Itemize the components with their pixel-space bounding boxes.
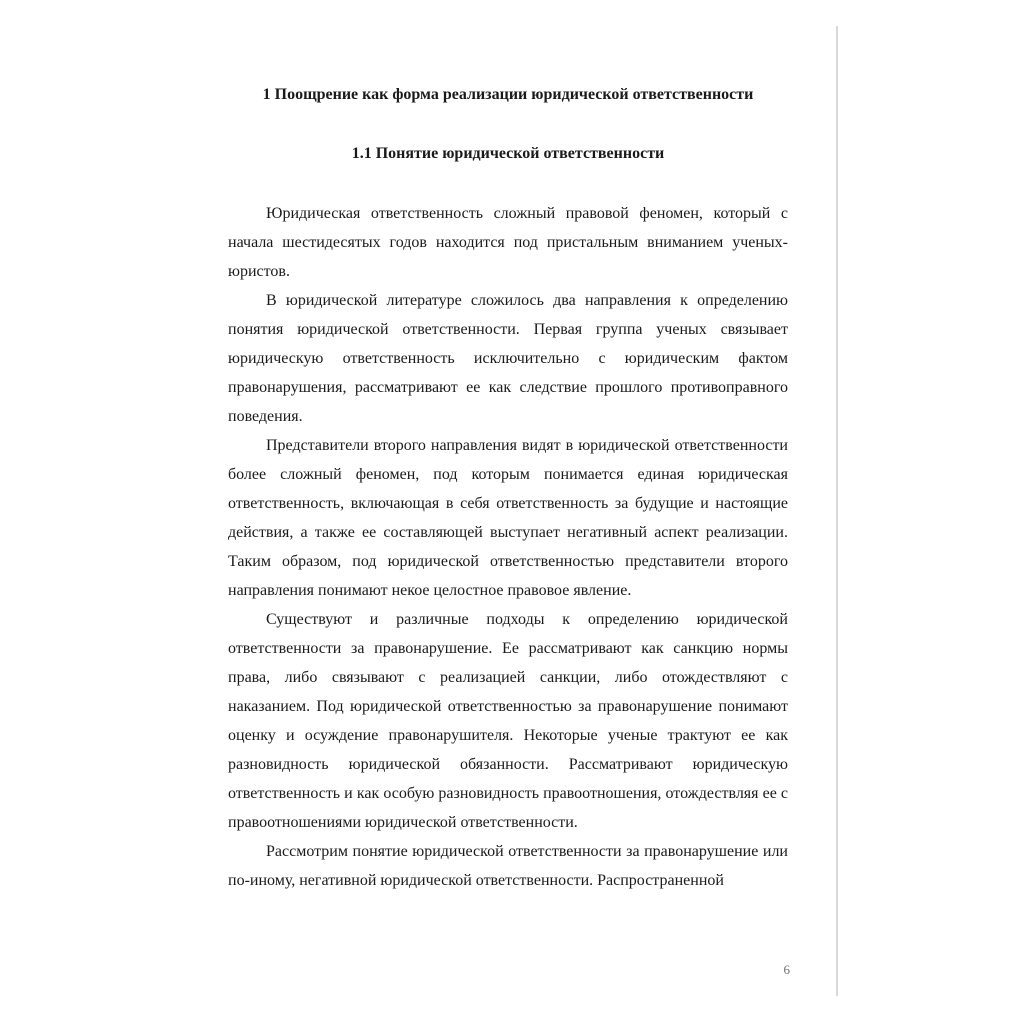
chapter-title: 1 Поощрение как форма реализации юридической ответственности	[262, 86, 754, 103]
paragraph-2: В юридической литературе сложилось два направления к определению понятия юридической ответственности. Первая группа ученых связывает юридическую ответственность исключительно с юридическим фактом правонарушения, рассматривают ее как следствие прошлого противоправного поведения.	[228, 292, 788, 425]
paragraph-5: Рассмотрим понятие юридической ответственности за правонарушение или по-иному, негативной юридической ответственности. Распространенной	[228, 843, 788, 889]
page-edge-divider	[836, 26, 838, 996]
paragraph-1: Юридическая ответственность сложный правовой феномен, который с начала шестидесятых годов находится под пристальным вниманием ученых-юристов.	[228, 205, 788, 280]
page-number: 6	[783, 962, 790, 977]
paragraph-3: Представители второго направления видят в юридической ответственности более сложный феномен, под которым понимается единая юридическая ответственность, включающая в себя ответственность за будущие и настоящие действия, а также ее составляющей выступает негативный аспект реализации. Таким образом, под юридической ответственностью представители второго направления понимают некое целостное правовое явление.	[228, 437, 788, 599]
paragraph-4: Существуют и различные подходы к определению юридической ответственности за правонарушение. Ее рассматривают как санкцию нормы права, либо связывают с реализацией санкции, либо отождествляют с наказанием. Под юридической ответственностью за правонарушение понимают оценку и осуждение правонарушителя. Некоторые ученые трактуют ее как разновидность юридической обязанности. Рассматривают юридическую ответственность и как особую разновидность правоотношения, отождествляя ее с правоотношениями юридической ответственности.	[228, 611, 788, 831]
section-title: 1.1 Понятие юридической ответственности	[351, 145, 665, 162]
body-text	[228, 199, 788, 895]
